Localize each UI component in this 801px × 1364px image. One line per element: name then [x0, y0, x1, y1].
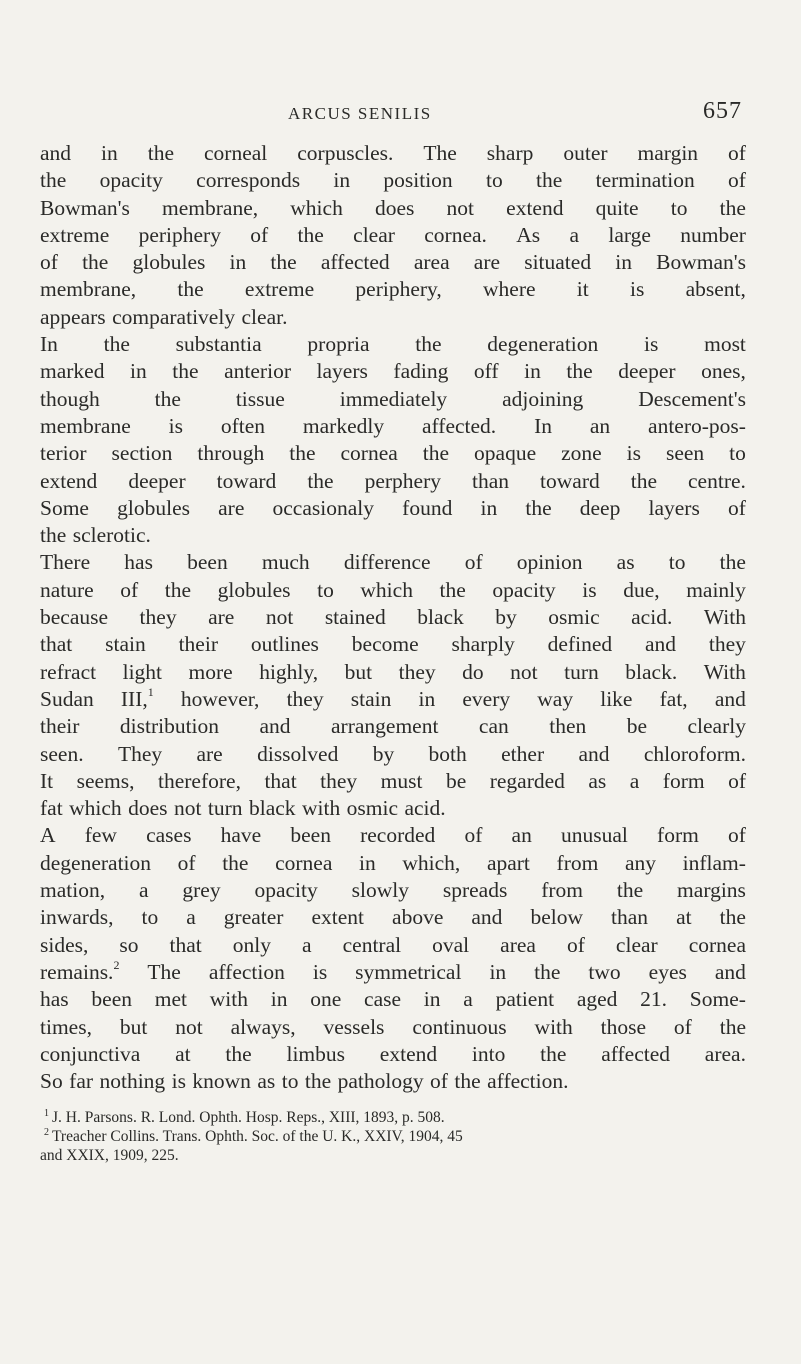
text-line: So far nothing is known as to the pathology of the affection.: [40, 1069, 569, 1094]
text-line: has been met with in one case in a patient aged 21. Some-: [40, 987, 746, 1012]
text-line: Sudan III,$^1$ however, they stain in every way like fat, and: [40, 684, 746, 711]
running-title: ARCUS SENILIS: [288, 104, 432, 123]
footnote-2: [40, 1127, 746, 1146]
text-line: Some globules are occasionaly found in the deep layers of: [40, 495, 746, 520]
text-line: fat which does not turn black with osmic acid.: [40, 796, 446, 821]
footnote-reference: 1: [147, 684, 154, 699]
paragraph-3: [40, 549, 746, 822]
paragraph-1: [40, 140, 746, 331]
footnote-2-continuation: and XXIX, 1909, 225.: [40, 1147, 179, 1164]
text-line: extend deeper toward the perphery than toward the centre.: [40, 468, 746, 493]
text-line: the sclerotic.: [40, 523, 151, 548]
text-line: seen. They are dissolved by both ether and chloroform.: [40, 741, 746, 766]
text-line: There has been much difference of opinion as to the: [40, 550, 746, 575]
footnote-text: Treacher Collins. Trans. Ophth. Soc. of the U. K., XXIV, 1904, 45: [52, 1128, 463, 1145]
text-line: membrane, the extreme periphery, where it is absent,: [40, 277, 746, 302]
running-head: [40, 100, 746, 130]
text-line: of the globules in the affected area are situated in Bowman's: [40, 250, 746, 275]
text-line: marked in the anterior layers fading off in the deeper ones,: [40, 359, 746, 384]
text-line: terior section through the cornea the opaque zone is seen to: [40, 441, 746, 466]
footnote-mark: 1: [44, 1108, 49, 1119]
text-line: because they are not stained black by osmic acid. With: [40, 605, 746, 630]
text-line: refract light more highly, but they do not turn black. With: [40, 659, 746, 684]
text-line: A few cases have been recorded of an unusual form of: [40, 823, 746, 848]
body-text: [40, 140, 746, 1095]
text-line: times, but not always, vessels continuous with those of the: [40, 1014, 746, 1039]
text-line: It seems, therefore, that they must be regarded as a form of: [40, 768, 746, 793]
text-line: inwards, to a greater extent above and below than at the: [40, 905, 746, 930]
footnotes: [40, 1108, 746, 1165]
paragraph-2: [40, 331, 746, 549]
text-line: conjunctiva at the limbus extend into the affected area.: [40, 1041, 746, 1066]
text-line: that stain their outlines become sharply defined and they: [40, 632, 746, 657]
text-line: extreme periphery of the clear cornea. As a large number: [40, 222, 746, 247]
text-line: appears comparatively clear.: [40, 304, 288, 329]
book-page: [40, 0, 746, 1364]
footnote-1: [40, 1108, 746, 1127]
text-line: remains.$^2$ The affection is symmetrical in the two eyes and: [40, 957, 746, 984]
paragraph-4: [40, 822, 746, 1095]
text-line: their distribution and arrangement can then be clearly: [40, 714, 746, 739]
footnote-reference: 2: [113, 957, 120, 972]
text-line: In the substantia propria the degeneration is most: [40, 332, 746, 357]
text-line: the opacity corresponds in position to the termination of: [40, 168, 746, 193]
text-line: though the tissue immediately adjoining Descement's: [40, 386, 746, 411]
text-line: membrane is often markedly affected. In an antero-pos-: [40, 413, 746, 438]
text-line: and in the corneal corpuscles. The sharp outer margin of: [40, 141, 746, 165]
text-line: Bowman's membrane, which does not extend quite to the: [40, 195, 746, 220]
text-line: degeneration of the cornea in which, apart from any inflam-: [40, 850, 746, 875]
footnote-mark: 2: [44, 1127, 49, 1138]
footnote-text: J. H. Parsons. R. Lond. Ophth. Hosp. Reps., XIII, 1893, p. 508.: [52, 1109, 445, 1126]
page-number: 657: [703, 98, 742, 124]
text-line: sides, so that only a central oval area of clear cornea: [40, 932, 746, 957]
text-line: nature of the globules to which the opacity is due, mainly: [40, 577, 746, 602]
text-line: mation, a grey opacity slowly spreads from the margins: [40, 878, 746, 903]
